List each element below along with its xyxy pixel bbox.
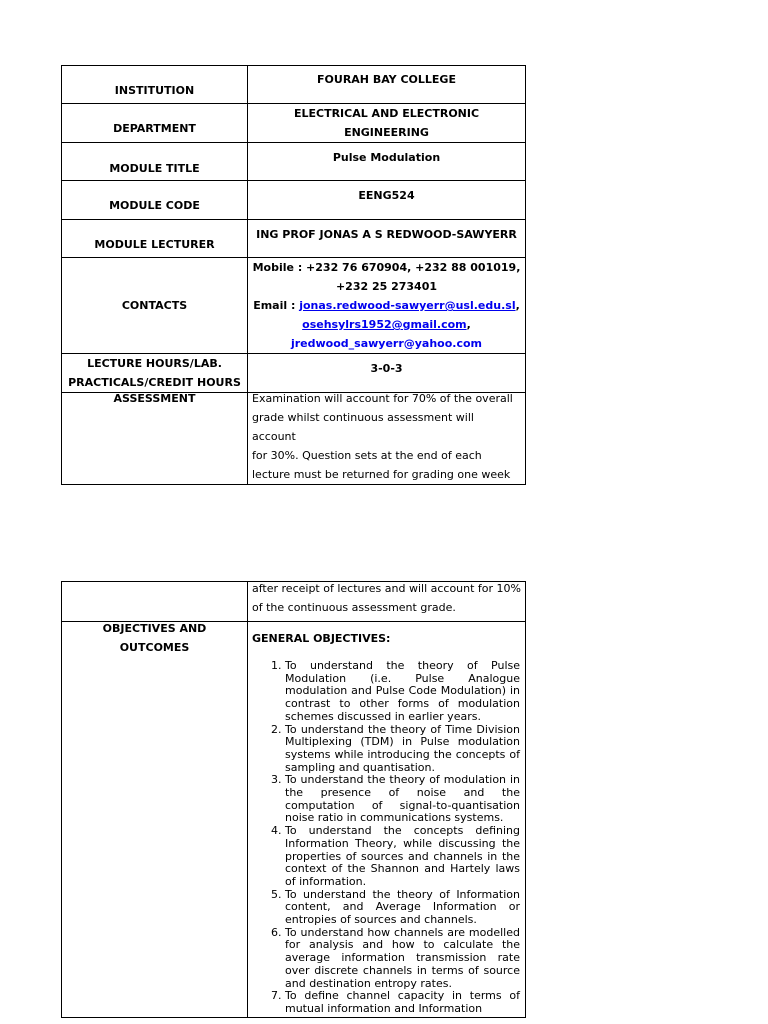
contacts-label-text: CONTACTS [121,299,188,312]
list-item: 6. To understand how channels are modelled for analysis and how to calculate the average information transmission rate over discrete channels in terms of source and destination entropy rates. [285,927,520,991]
institution-value-text: FOURAH BAY COLLEGE [317,73,456,86]
assessment-cont-line1: after receipt of lectures and will account for 10% [252,582,522,595]
list-item: 7. To define channel capacity in terms of mutual information and Information [285,990,520,1015]
general-objectives-heading: GENERAL OBJECTIVES: [252,632,391,645]
module-lecturer-row [62,220,526,258]
module-lecturer-label [62,220,248,258]
institution-label-text: INSTITUTION [114,84,195,97]
module-code-value-text: EENG524 [358,189,415,202]
list-item: 1. To understand the theory of Pulse Modulation (i.e. Pulse Analogue modulation and Pulse Code Modulation) in contrast to other forms of modulation schemes discussed in earlier years. [285,660,520,724]
department-label-text: DEPARTMENT [113,122,196,135]
objectives-table [61,581,526,1018]
mobile-line2: +232 25 273401 [335,280,438,293]
hours-value-text: 3-0-3 [370,362,403,375]
email-line1: Email : jonas.redwood-sawyerr@usl.edu.sl, [253,299,520,312]
assessment-row [62,393,526,485]
module-title-value-text: Pulse Modulation [332,151,441,164]
assessment-cont-line2: of the continuous assessment grade. [252,601,456,614]
institution-label [62,66,248,104]
hours-label-line1: LECTURE HOURS/LAB. [87,357,222,370]
assessment-cont-label [62,582,248,622]
module-title-row [62,143,526,181]
department-value [248,104,526,143]
institution-row [62,66,526,104]
objectives-label-line2: OUTCOMES [119,641,190,654]
objectives-label-line1: OBJECTIVES AND [102,622,207,635]
mobile-line1: Mobile : +232 76 670904, +232 88 001019, [252,261,521,274]
hours-value [248,354,526,393]
module-code-label-text: MODULE CODE [109,199,200,212]
module-code-label [62,181,248,220]
module-title-label [62,143,248,181]
assessment-line3: for 30%. Question sets at the end of each [252,449,482,462]
assessment-cont-row [62,582,526,622]
assessment-line1: Examination will account for 70% of the overall [252,392,513,405]
module-code-row [62,181,526,220]
department-row [62,104,526,143]
module-lecturer-label-text: MODULE LECTURER [94,238,215,251]
email-line3 [248,334,525,353]
module-title-label-text: MODULE TITLE [109,162,200,175]
module-code-value [248,181,526,220]
email-link-usl[interactable]: jonas.redwood-sawyerr@usl.edu.sl [299,299,516,312]
list-item: 2. To understand the theory of Time Division Multiplexing (TDM) in Pulse modulation systems while introducing the concepts of sampling and quantisation. [285,724,520,775]
objectives-list [248,660,525,1016]
list-item: 4. To understand the concepts defining Information Theory, while discussing the properties of sources and channels in the context of the Shannon and Hartely laws of information. [285,825,520,889]
department-label [62,104,248,143]
hours-label-line2: PRACTICALS/CREDIT HOURS [68,376,241,389]
objectives-label [62,622,248,1018]
list-item: 5. To understand the theory of Information content, and Average Information or entropies of sources and channels. [285,889,520,927]
email-link-gmail[interactable]: osehsylrs1952@gmail.com [302,318,467,331]
assessment-label-text: ASSESSMENT [113,392,196,405]
assessment-line4: lecture must be returned for grading one week [252,468,511,481]
module-info-table [61,65,526,485]
email-line2: osehsylrs1952@gmail.com, [302,318,471,331]
module-title-value [248,143,526,181]
objectives-value [248,622,526,1018]
module-lecturer-value-text: ING PROF JONAS A S REDWOOD-SAWYERR [256,228,517,241]
contacts-label [62,258,248,354]
hours-row [62,354,526,393]
list-item: 3. To understand the theory of modulation in the presence of noise and the computation of signal-to-quantisation noise ratio in communications systems. [285,774,520,825]
assessment-label [62,393,248,485]
assessment-line2: grade whilst continuous assessment will account [252,411,474,443]
contacts-value [248,258,526,354]
objectives-row [62,622,526,1018]
module-lecturer-value [248,220,526,258]
contacts-row [62,258,526,354]
hours-label [62,354,248,393]
department-value-line1: ELECTRICAL AND ELECTRONIC [293,107,480,120]
institution-value [248,66,526,104]
assessment-cont-value [248,582,526,622]
email-prefix: Email : [253,299,300,312]
department-value-line2: ENGINEERING [344,126,429,139]
email-link-yahoo[interactable]: jredwood_sawyerr@yahoo.com [290,337,483,350]
assessment-value [248,393,526,485]
